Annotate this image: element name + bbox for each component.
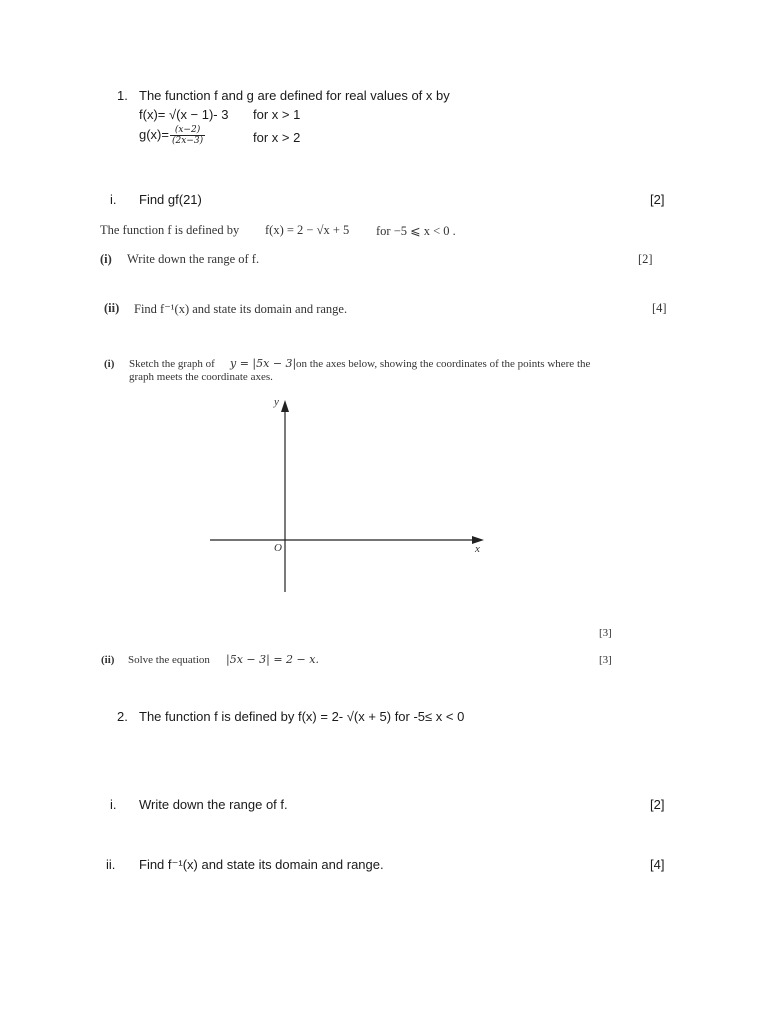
pasted1-ii-marks: [4] <box>652 301 667 315</box>
g-numerator: (x−2) <box>170 125 205 136</box>
f-definition: f(x)= √(x − 1)- 3 <box>139 107 229 122</box>
pasted2-i-equation: y = |5x − 3| <box>230 357 297 370</box>
pasted1-i-marks: [2] <box>638 252 653 266</box>
pasted2-i-text-a: Sketch the graph of <box>129 358 215 370</box>
origin-label: O <box>274 542 282 554</box>
pasted2-i-text-c: graph meets the coordinate axes. <box>129 371 273 383</box>
pasted2-ii-marks: [3] <box>599 654 612 666</box>
g-domain: for x > 2 <box>253 130 301 145</box>
pasted1-intro: The function f is defined by <box>100 223 240 237</box>
y-axis-arrow <box>281 400 289 412</box>
pasted1-ii-label: (ii) <box>104 301 120 315</box>
question-2-number: 2. <box>117 709 128 724</box>
question-1-number: 1. <box>117 88 128 103</box>
g-label: g(x)= <box>139 126 169 142</box>
g-denominator: (2x−3) <box>171 136 204 146</box>
pasted1-i-text: Write down the range of f. <box>127 252 260 266</box>
q1-part-i-marks: [2] <box>650 192 665 207</box>
pasted1-formula: f(x) = 2 − √x + 5 <box>265 223 350 237</box>
pasted2-ii-equation: |5x − 3| = 2 − x. <box>226 653 319 666</box>
y-axis-label: y <box>274 396 279 408</box>
pasted2-i-marks: [3] <box>599 627 612 639</box>
q1-part-i-text: Find gf(21) <box>139 192 202 207</box>
q2-part-i-marks: [2] <box>650 797 665 812</box>
pasted2-ii-label: (ii) <box>101 654 115 666</box>
pasted2-i-label: (i) <box>104 358 115 370</box>
g-fraction <box>170 125 205 146</box>
x-axis-label: x <box>475 543 480 555</box>
q1-part-i-label: i. <box>110 192 117 207</box>
g-definition <box>139 125 205 146</box>
pasted2-ii-text: Solve the equation <box>128 654 210 666</box>
pasted1-i-label: (i) <box>100 252 112 266</box>
pasted1-domain: for −5 ⩽ x < 0 . <box>376 224 456 238</box>
q2-part-ii-text: Find f⁻¹(x) and state its domain and range. <box>139 857 384 872</box>
q2-part-ii-marks: [4] <box>650 857 665 872</box>
coordinate-axes <box>200 395 500 600</box>
q2-part-ii-label: ii. <box>106 857 116 872</box>
pasted2-i-text-b: on the axes below, showing the coordinates of the points where the <box>296 358 591 370</box>
q2-part-i-label: i. <box>110 797 117 812</box>
pasted1-ii-text: Find f⁻¹(x) and state its domain and range. <box>134 302 348 316</box>
q2-part-i-text: Write down the range of f. <box>139 797 288 812</box>
f-domain: for x > 1 <box>253 107 301 122</box>
question-1-intro: The function f and g are defined for real values of x by <box>139 88 450 103</box>
question-2-text: The function f is defined by f(x) = 2- √(x + 5) for -5≤ x < 0 <box>139 709 465 724</box>
